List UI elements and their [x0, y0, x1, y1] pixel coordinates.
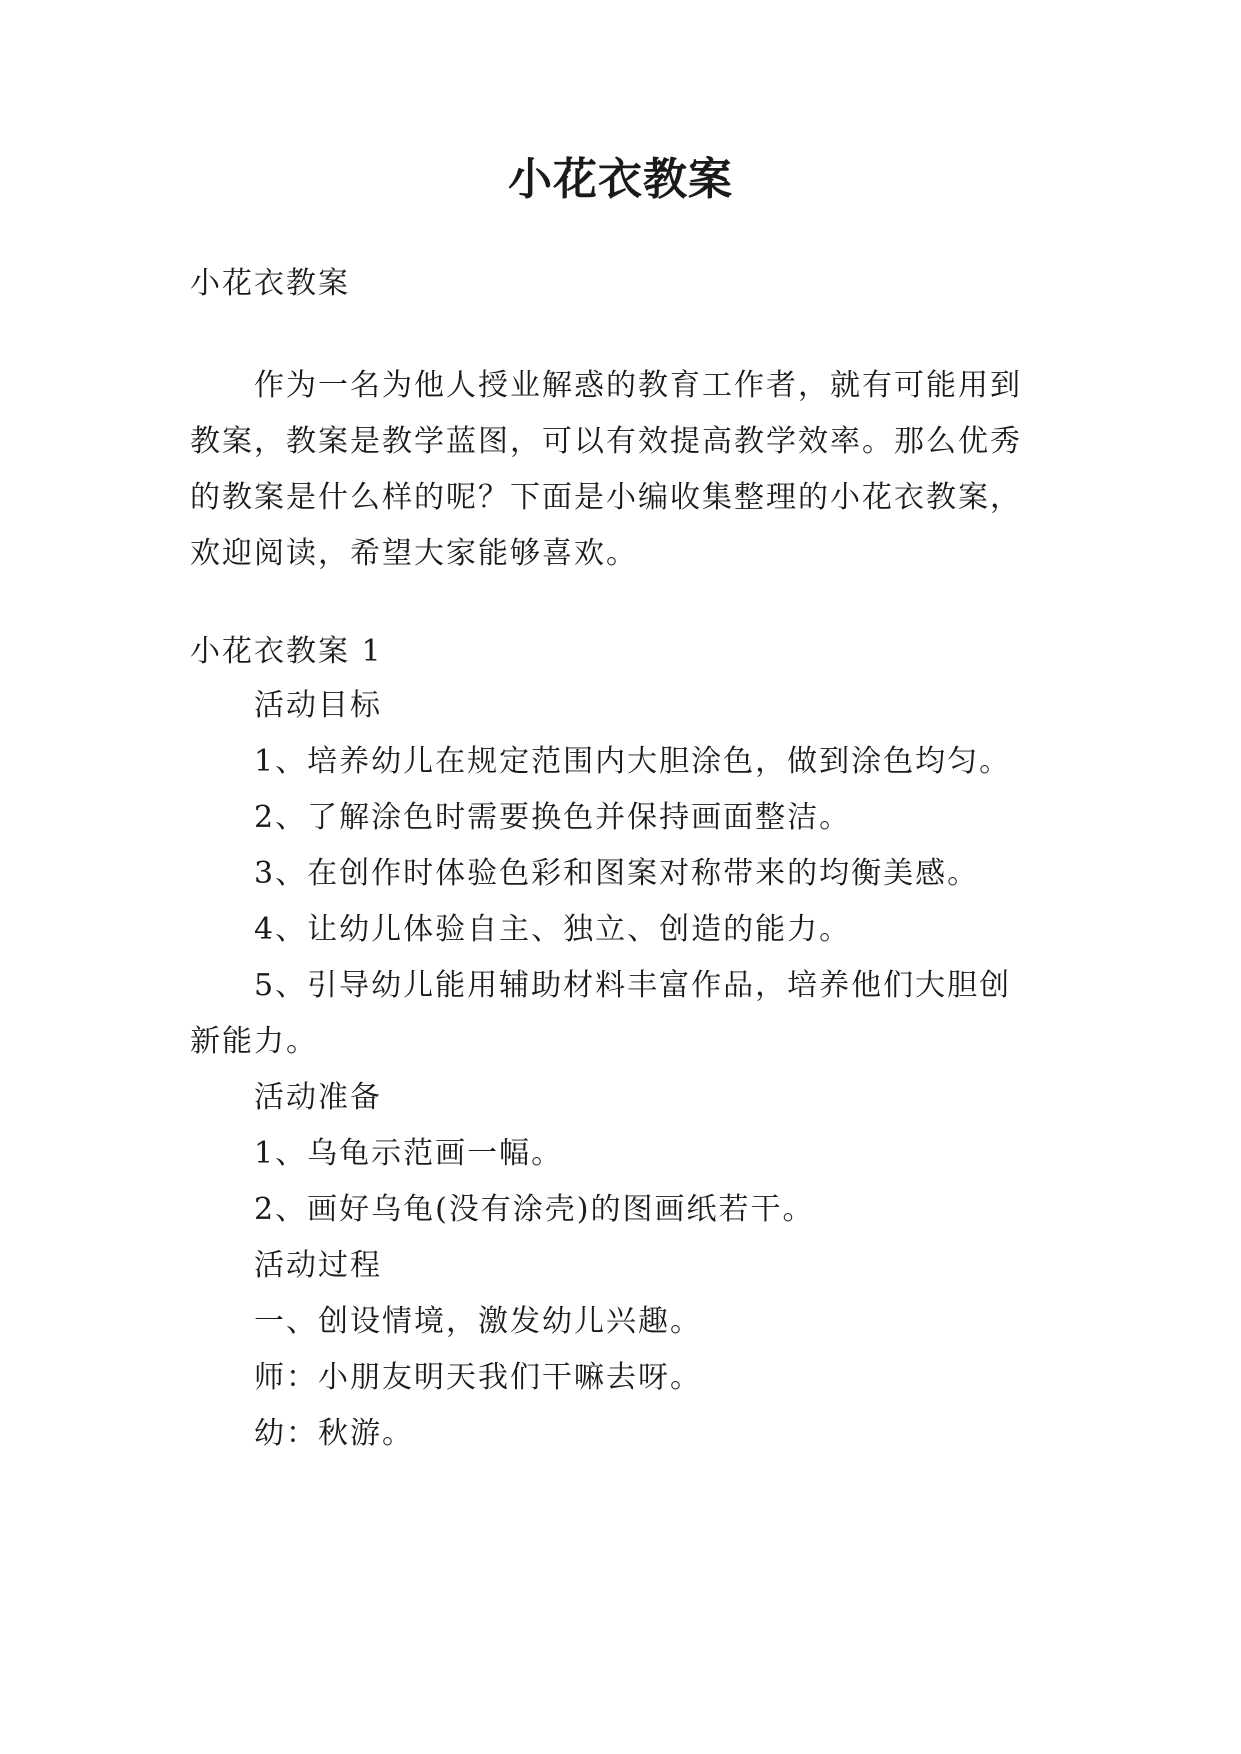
prep-item-1: 1、乌龟示范画一幅。 [254, 1136, 564, 1171]
process-item-1: 一、创设情境，激发幼儿兴趣。 [254, 1304, 702, 1339]
intro-line-1: 作为一名为他人授业解惑的教育工作者，就有可能用到 [254, 368, 1022, 403]
intro-line-4: 欢迎阅读，希望大家能够喜欢。 [190, 536, 638, 571]
intro-line-2: 教案，教案是教学蓝图，可以有效提高教学效率。那么优秀 [190, 424, 1022, 459]
process-heading: 活动过程 [254, 1248, 382, 1283]
goals-heading: 活动目标 [254, 688, 382, 723]
document-title: 小花衣教案 [508, 154, 733, 205]
goal-item-5-cont: 新能力。 [190, 1024, 318, 1059]
process-item-3: 幼：秋游。 [254, 1416, 414, 1451]
process-item-2: 师：小朋友明天我们干嘛去呀。 [254, 1360, 702, 1395]
goal-item-4: 4、让幼儿体验自主、独立、创造的能力。 [254, 912, 852, 947]
prep-item-2: 2、画好乌龟(没有涂壳)的图画纸若干。 [254, 1192, 815, 1227]
goal-item-1: 1、培养幼儿在规定范围内大胆涂色，做到涂色均匀。 [254, 744, 1012, 779]
goal-item-5: 5、引导幼儿能用辅助材料丰富作品，培养他们大胆创 [254, 968, 1012, 1003]
section-heading: 小花衣教案 1 [190, 634, 383, 669]
subtitle: 小花衣教案 [190, 266, 350, 301]
goal-item-3: 3、在创作时体验色彩和图案对称带来的均衡美感。 [254, 856, 980, 891]
goal-item-2: 2、了解涂色时需要换色并保持画面整洁。 [254, 800, 852, 835]
intro-line-3: 的教案是什么样的呢？下面是小编收集整理的小花衣教案， [190, 480, 1022, 515]
prep-heading: 活动准备 [254, 1080, 382, 1115]
